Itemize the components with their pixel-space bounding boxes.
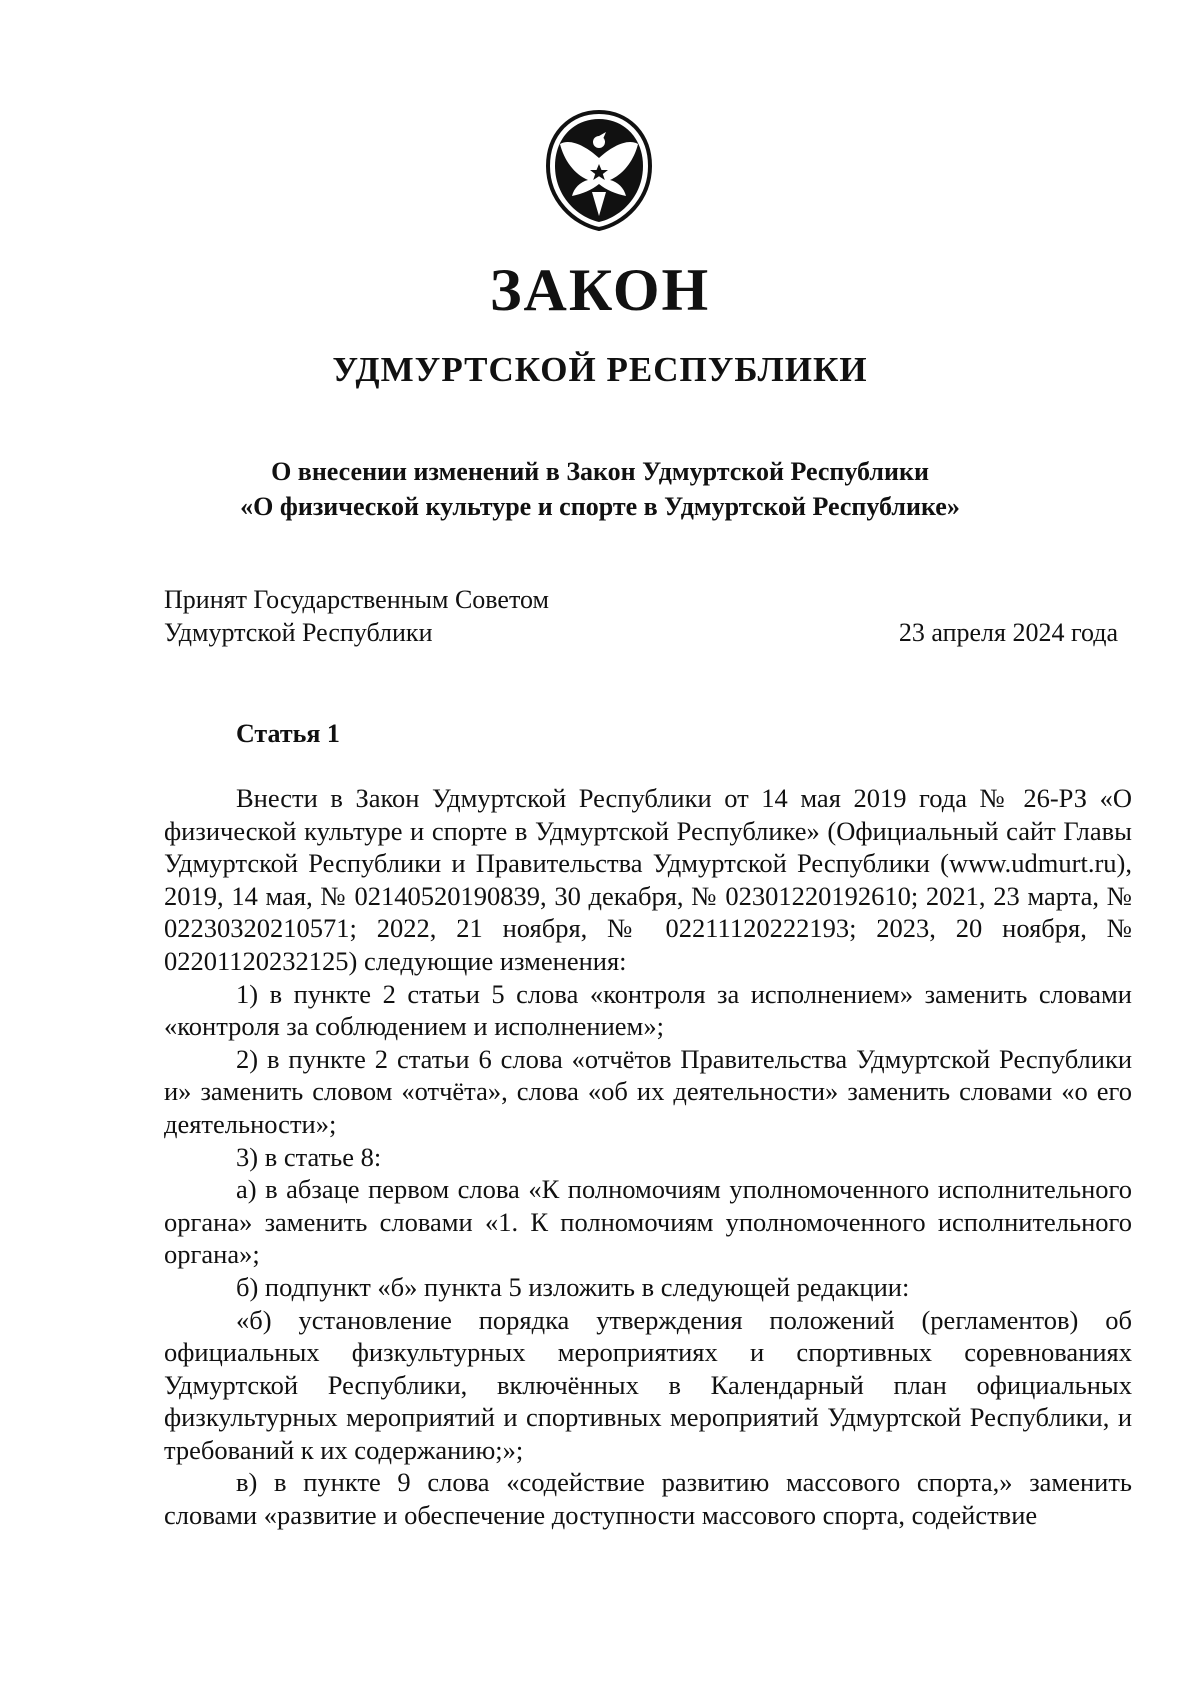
document-title: ЗАКОН <box>489 257 711 323</box>
article-paragraph: 2) в пункте 2 статьи 6 слова «отчётов Правительства Удмуртской Республики и» заменить словом «отчёта», слова «об их деятельности» заменить словами «о его деятельности»; <box>164 1043 1132 1139</box>
article-paragraph: «б) установление порядка утверждения положений (регламентов) об официальных физкультурных мероприятиях и спортивных соревнованиях Удмуртской Республики, включённых в Календарный план официальных физкультурных мероприятий и спортивных мероприятий Удмуртской Республики, и требований к их содержанию;»; <box>164 1304 1132 1465</box>
law-name <box>0 454 1200 524</box>
law-name-line-2: «О физической культуре и спорте в Удмуртской Республике» <box>240 492 960 521</box>
article-paragraph: 1) в пункте 2 статьи 5 слова «контроля за исполнением» заменить словами «контроля за соблюдением и исполнением»; <box>164 978 1132 1042</box>
adoption-date: 23 апреля 2024 года <box>898 618 1118 647</box>
adoption-row <box>164 616 1118 649</box>
article-paragraph: Внести в Закон Удмуртской Республики от 14 мая 2019 года № 26-РЗ «О физической культуре и спорте в Удмуртской Республике» (Официальный сайт Главы Удмуртской Республики и Правительства Удмуртской Республики (www.udmurt.ru), 2019, 14 мая, № 02140520190839, 30 декабря, № 02301220192610; 2021, 23 марта, № 02230320210571; 2022, 21 ноября, № 02211120222193; 2023, 20 ноября, № 02201120232125) следующие изменения: <box>164 783 1132 976</box>
law-name-line-1: О внесении изменений в Закон Удмуртской Республики <box>271 457 929 486</box>
article-paragraph: в) в пункте 9 слова «содействие развитию массового спорта,» заменить словами «развитие и обеспечение доступности массового спорта, содействие <box>164 1467 1132 1531</box>
adoption-line-1: Принят Государственным Советом <box>164 585 549 614</box>
article-body <box>164 782 1132 1532</box>
adoption-line-2: Удмуртской Республики <box>164 618 433 647</box>
document-subtitle: УДМУРТСКОЙ РЕСПУБЛИКИ <box>332 350 868 389</box>
udmurtia-coat-of-arms-icon <box>540 108 658 232</box>
article-paragraph: а) в абзаце первом слова «К полномочиям уполномоченного исполнительного органа» заменить словами «1. К полномочиям уполномоченного исполнительного органа»; <box>164 1174 1132 1270</box>
article-paragraph: б) подпункт «б» пункта 5 изложить в следующей редакции: <box>236 1271 910 1302</box>
article-paragraph: 3) в статье 8: <box>236 1141 382 1172</box>
adoption-block <box>164 583 1118 649</box>
article-heading: Статья 1 <box>236 719 340 748</box>
